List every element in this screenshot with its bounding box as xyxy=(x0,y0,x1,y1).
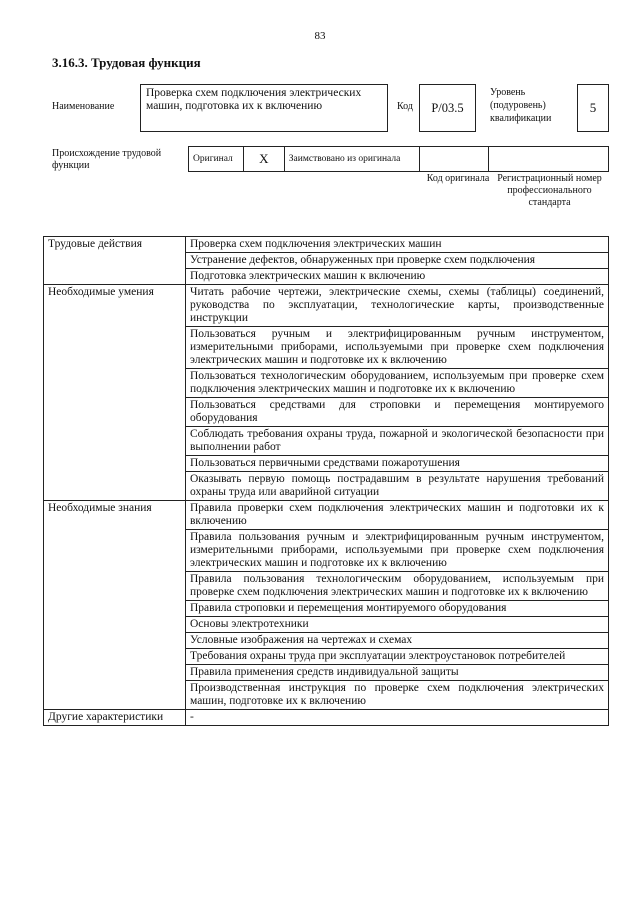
labor-actions-label: Трудовые действия xyxy=(44,237,186,285)
skill-item: Пользоваться технологическим оборудованием, используемым при проверке схем подключения электрических машин и подготовке их к включению xyxy=(186,369,609,398)
knowledge-item: Правила пользования технологическим оборудованием, используемым при проверке схем подключения электрических машин и подготовке их к включению xyxy=(186,572,609,601)
table-row xyxy=(44,285,609,327)
original-code-caption: Код оригинала xyxy=(426,173,490,184)
knowledge-item: Правила проверки схем подключения электрических машин и подготовки их к включению xyxy=(186,501,609,530)
skill-item: Читать рабочие чертежи, электрические схемы, схемы (таблицы) соединений, руководства по эксплуатации, технологические карты, производственные инструкции xyxy=(186,285,609,327)
table-row xyxy=(44,710,609,726)
level-value: 5 xyxy=(577,84,609,132)
other-characteristics-value: - xyxy=(186,710,609,726)
labor-action-item: Подготовка электрических машин к включению xyxy=(186,269,609,285)
function-name-value: Проверка схем подключения электрических машин, подготовка их к включению xyxy=(140,84,388,132)
knowledge-item: Требования охраны труда при эксплуатации электроустановок потребителей xyxy=(186,649,609,665)
section-heading: 3.16.3. Трудовая функция xyxy=(52,55,201,70)
origin-label: Происхождение трудовой функции xyxy=(52,148,162,171)
original-code-cell xyxy=(420,147,489,171)
knowledge-item: Условные изображения на чертежах и схемах xyxy=(186,633,609,649)
knowledge-label: Необходимые знания xyxy=(44,501,186,710)
other-characteristics-label: Другие характеристики xyxy=(44,710,186,726)
knowledge-item: Правила пользования ручным и электрифицированным ручным инструментом, измерительными приборами, используемыми при проверке схем подключения электрических машин и подготовке их к включению xyxy=(186,530,609,572)
table-row xyxy=(44,237,609,253)
skill-item: Пользоваться средствами для строповки и перемещения монтируемого оборудования xyxy=(186,398,609,427)
knowledge-item: Правила строповки и перемещения монтируемого оборудования xyxy=(186,601,609,617)
registration-number-caption: Регистрационный номер профессионального стандарта xyxy=(497,173,602,208)
registration-number-cell xyxy=(489,147,609,171)
skill-item: Оказывать первую помощь пострадавшим в результате нарушения требований охраны труда или аварийной ситуации xyxy=(186,472,609,501)
level-label: Уровень (подуровень) квалификации xyxy=(490,87,552,124)
knowledge-item: Основы электротехники xyxy=(186,617,609,633)
borrowed-label: Заимствовано из оригинала xyxy=(285,147,421,171)
function-code-value: P/03.5 xyxy=(419,84,476,132)
skill-item: Пользоваться первичными средствами пожаротушения xyxy=(186,456,609,472)
original-label: Оригинал xyxy=(189,147,244,171)
skill-item: Соблюдать требования охраны труда, пожарной и экологической безопасности при выполнении работ xyxy=(186,427,609,456)
skills-label: Необходимые умения xyxy=(44,285,186,501)
skill-item: Пользоваться ручным и электрифицированным ручным инструментом, измерительными приборами, используемыми при проверке схем подключения электрических машин и подготовке их к включению xyxy=(186,327,609,369)
origin-table xyxy=(188,146,609,172)
name-label: Наименование xyxy=(52,101,115,112)
knowledge-item: Правила применения средств индивидуальной защиты xyxy=(186,665,609,681)
knowledge-item: Производственная инструкция по проверке схем подключения электрических машин, подготовке их к включению xyxy=(186,681,609,710)
table-row xyxy=(44,501,609,530)
function-details-table xyxy=(43,236,609,726)
labor-action-item: Проверка схем подключения электрических машин xyxy=(186,237,609,253)
code-label: Код xyxy=(397,101,413,112)
page-number: 83 xyxy=(314,30,326,42)
labor-action-item: Устранение дефектов, обнаруженных при проверке схем подключения xyxy=(186,253,609,269)
original-mark: X xyxy=(244,147,285,171)
